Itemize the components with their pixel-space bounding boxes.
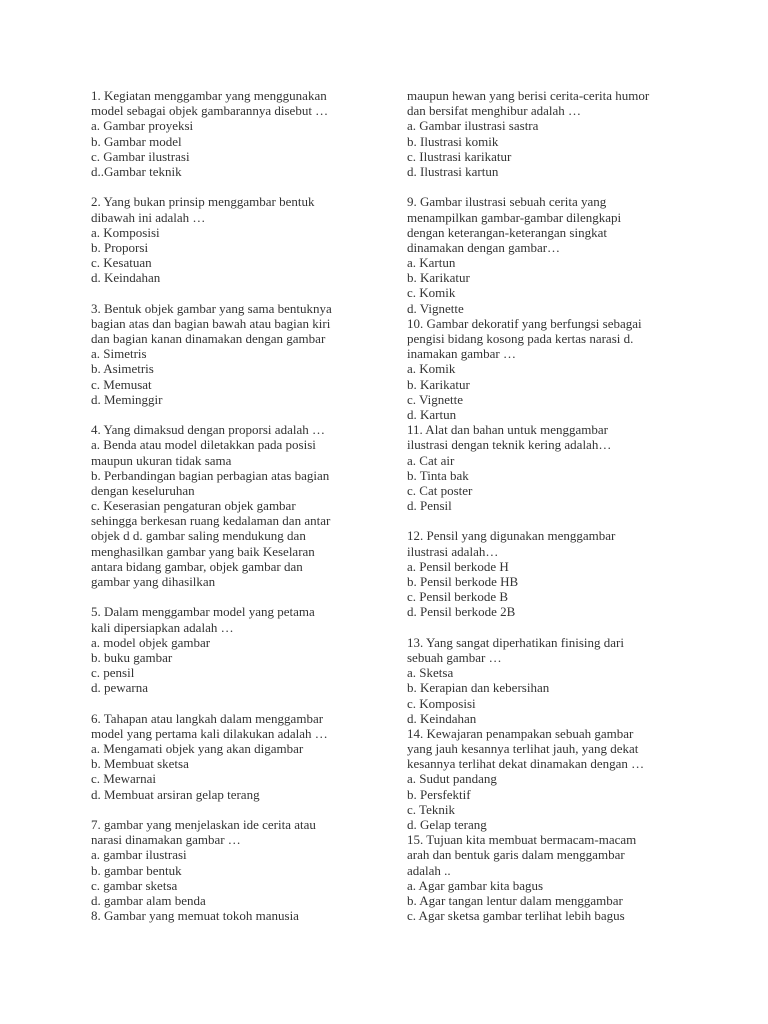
text-line: maupun ukuran tidak sama <box>91 452 232 468</box>
text-line: dibawah ini adalah … <box>91 209 206 225</box>
text-line: 6. Tahapan atau langkah dalam menggambar <box>91 710 324 726</box>
text-line: b. Agar tangan lentur dalam menggambar <box>407 892 623 908</box>
text-line: 14. Kewajaran penampakan sebuah gambar <box>407 725 634 741</box>
text-line: d. Keindahan <box>407 710 477 726</box>
text-line: dan bersifat menghibur adalah … <box>407 103 581 119</box>
text-line: c. Memusat <box>91 376 152 392</box>
text-line: maupun hewan yang berisi cerita-cerita humor <box>407 88 650 103</box>
text-line: c. Vignette <box>407 391 464 407</box>
text-line: dinamakan dengan gambar… <box>407 239 561 255</box>
text-line: a. gambar ilustrasi <box>91 847 187 863</box>
text-line: 1. Kegiatan menggambar yang menggunakan <box>91 88 327 103</box>
text-line: c. Komik <box>407 285 456 301</box>
text-line: dengan keseluruhan <box>91 482 195 498</box>
text-line: a. Sketsa <box>407 665 454 681</box>
text-line: ilustrasi adalah… <box>407 543 499 559</box>
text-line: b. Gambar model <box>91 133 182 149</box>
text-line: d. Pensil <box>407 498 452 514</box>
text-line: objek d d. gambar saling mendukung dan <box>91 528 306 544</box>
text-line: menampilkan gambar-gambar dilengkapi <box>407 209 622 225</box>
text-line: pengisi bidang kosong pada kertas narasi d. <box>407 331 634 346</box>
text-line: a. Mengamati objek yang akan digambar <box>91 741 304 757</box>
text-line: yang jauh kesannya terlihat jauh, yang dekat <box>407 741 639 757</box>
text-line: b. Pensil berkode HB <box>407 574 519 589</box>
text-line: c. Teknik <box>407 801 455 817</box>
text-line: c. Agar sketsa gambar terlihat lebih bagus <box>407 908 625 924</box>
blank-line <box>91 802 381 817</box>
text-line: b. Proporsi <box>91 239 149 255</box>
text-line: d. pewarna <box>91 680 149 696</box>
text-line: c. Ilustrasi karikatur <box>407 148 512 164</box>
text-line: gambar yang dihasilkan <box>91 574 216 589</box>
text-line: a. Komik <box>407 361 456 377</box>
text-line: model yang pertama kali dilakukan adalah … <box>91 725 328 741</box>
text-line: b. Asimetris <box>91 361 154 377</box>
text-line: b. Membuat sketsa <box>91 756 189 772</box>
text-line: ilustrasi dengan teknik kering adalah… <box>407 437 612 453</box>
text-line: antara bidang gambar, objek gambar dan <box>91 558 303 574</box>
text-line: 4. Yang dimaksud dengan proporsi adalah … <box>91 422 325 438</box>
blank-line <box>91 407 381 422</box>
text-line: sehingga berkesan ruang kedalaman dan antar <box>91 513 331 529</box>
right-column <box>407 88 697 923</box>
text-line: d. Vignette <box>407 300 464 316</box>
text-line: d. Kartun <box>407 406 457 422</box>
text-line: a. model objek gambar <box>91 634 211 650</box>
text-line: 11. Alat dan bahan untuk menggambar <box>407 422 608 438</box>
text-line: b. buku gambar <box>91 649 173 665</box>
text-line: 15. Tujuan kita membuat bermacam-macam <box>407 832 637 848</box>
blank-line <box>91 285 381 300</box>
blank-line <box>91 179 381 194</box>
text-line: 5. Dalam menggambar model yang petama <box>91 604 315 620</box>
text-line: a. Sudut pandang <box>407 771 497 787</box>
text-line: a. Kartun <box>407 255 456 271</box>
text-line: b. Kerapian dan kebersihan <box>407 680 550 696</box>
blank-line <box>91 696 381 711</box>
text-line: d. Pensil berkode 2B <box>407 604 516 620</box>
text-line: d. gambar alam benda <box>91 892 206 908</box>
text-line: c. gambar sketsa <box>91 877 178 893</box>
text-line: 7. gambar yang menjelaskan ide cerita atau <box>91 817 316 832</box>
text-line: b. Perbandingan bagian perbagian atas bagian <box>91 467 330 483</box>
text-line: kesannya terlihat dekat dinamakan dengan … <box>407 756 645 772</box>
text-line: 12. Pensil yang digunakan menggambar <box>407 528 616 544</box>
text-line: b. Karikatur <box>407 376 470 392</box>
text-line: arah dan bentuk garis dalam menggambar <box>407 847 625 863</box>
left-column <box>91 88 381 923</box>
text-line: dan bagian kanan dinamakan dengan gambar <box>91 331 326 346</box>
text-line: b. Karikatur <box>407 270 470 286</box>
text-line: a. Simetris <box>91 346 147 362</box>
text-line: 3. Bentuk objek gambar yang sama bentuknya <box>91 300 332 316</box>
text-line: sebuah gambar … <box>407 649 502 665</box>
text-line: a. Agar gambar kita bagus <box>407 877 544 893</box>
text-line: dengan keterangan-keterangan singkat <box>407 224 607 240</box>
blank-line <box>91 589 381 604</box>
text-line: 8. Gambar yang memuat tokoh manusia <box>91 908 299 924</box>
text-line: c. Komposisi <box>407 695 476 711</box>
text-line: menghasilkan gambar yang baik Keselaran <box>91 543 315 559</box>
blank-line <box>407 620 697 635</box>
text-line: narasi dinamakan gambar … <box>91 832 241 848</box>
text-line: d. Ilustrasi kartun <box>407 163 499 179</box>
text-line: c. Gambar ilustrasi <box>91 148 190 164</box>
text-line: bagian atas dan bagian bawah atau bagian kiri <box>91 315 331 331</box>
text-line: d..Gambar teknik <box>91 163 182 179</box>
text-line: b. Tinta bak <box>407 467 469 483</box>
text-line: c. Kesatuan <box>91 255 152 271</box>
text-line: a. Benda atau model diletakkan pada posisi <box>91 437 316 453</box>
text-line: c. Pensil berkode B <box>407 589 509 605</box>
text-line: adalah .. <box>407 862 451 878</box>
text-line: a. Pensil berkode H <box>407 558 509 574</box>
text-line: 13. Yang sangat diperhatikan finising dari <box>407 634 624 650</box>
text-line: c. Keserasian pengaturan objek gambar <box>91 498 296 514</box>
text-line: a. Cat air <box>407 452 455 468</box>
text-line: model sebagai objek gambarannya disebut … <box>91 103 329 119</box>
text-line: 2. Yang bukan prinsip menggambar bentuk <box>91 194 315 210</box>
text-line: 10. Gambar dekoratif yang berfungsi sebagai <box>407 315 642 331</box>
text-line: a. Gambar ilustrasi sastra <box>407 118 539 134</box>
text-line: c. pensil <box>91 665 135 681</box>
text-line: b. Ilustrasi komik <box>407 133 499 149</box>
text-line: d. Gelap terang <box>407 817 487 832</box>
text-line: a. Gambar proyeksi <box>91 118 194 134</box>
blank-line <box>407 513 697 528</box>
text-line: c. Mewarnai <box>91 771 156 787</box>
text-line: inamakan gambar … <box>407 346 517 362</box>
text-line: d. Keindahan <box>91 270 161 286</box>
text-line: a. Komposisi <box>91 224 160 240</box>
text-line: b. Persfektif <box>407 786 471 802</box>
text-line: d. Membuat arsiran gelap terang <box>91 786 260 802</box>
text-line: c. Cat poster <box>407 482 473 498</box>
text-line: kali dipersiapkan adalah … <box>91 619 234 635</box>
text-line: d. Meminggir <box>91 391 163 407</box>
text-line: 9. Gambar ilustrasi sebuah cerita yang <box>407 194 607 210</box>
blank-line <box>407 179 697 194</box>
text-line: b. gambar bentuk <box>91 862 182 878</box>
